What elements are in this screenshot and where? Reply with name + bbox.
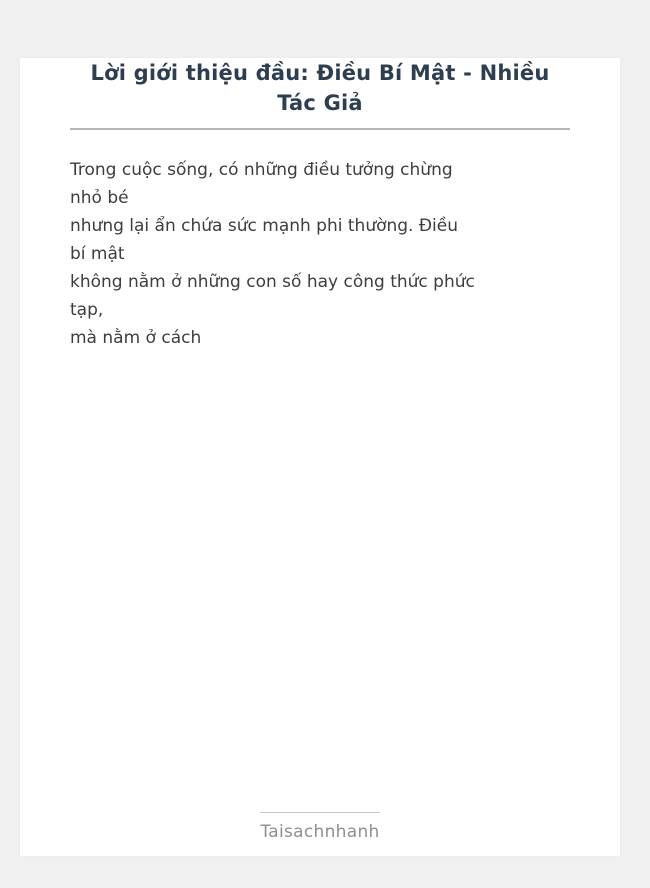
body-text xyxy=(70,156,570,352)
body-line: nhưng lại ẩn chứa sức mạnh phi thường. Điều xyxy=(70,216,458,236)
body-line: mà nằm ở cách xyxy=(70,328,202,348)
body-line: tạp, xyxy=(70,300,104,320)
body-line: không nằm ở những con số hay công thức phức xyxy=(70,272,475,292)
footer-divider xyxy=(260,812,380,813)
body-line: bí mật xyxy=(70,244,125,264)
page-footer xyxy=(20,812,620,844)
title-divider xyxy=(70,128,570,130)
page-title: Lời giới thiệu đầu: Điều Bí Mật - Nhiều Tác Giả xyxy=(90,61,550,115)
body-line: nhỏ bé xyxy=(70,188,129,208)
document-page xyxy=(20,58,620,856)
body-line: Trong cuộc sống, có những điều tưởng chừng xyxy=(70,160,453,180)
footer-brand: Taisachnhanh xyxy=(260,822,380,842)
